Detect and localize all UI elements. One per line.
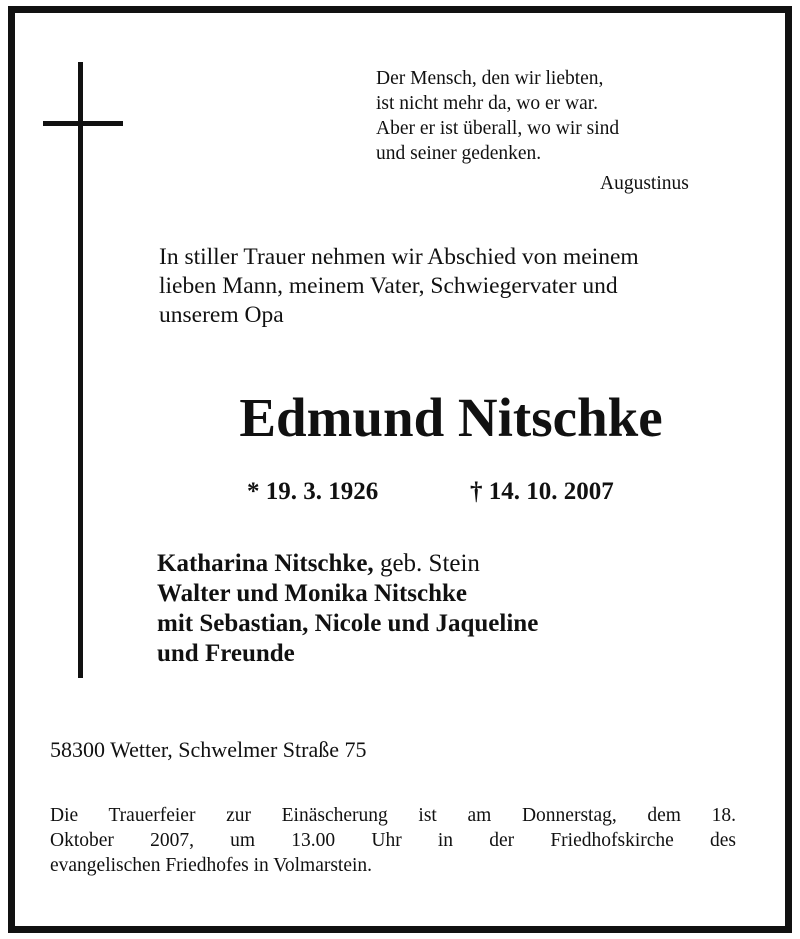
- mourner-line: mit Sebastian, Nicole und Jaqueline: [157, 610, 539, 637]
- mourner-line: Walter und Monika Nitschke: [157, 580, 467, 607]
- quote-line: und seiner gedenken.: [376, 143, 542, 164]
- cross-vertical-bar: [78, 62, 83, 678]
- quote-block: [376, 66, 619, 166]
- intro-text: [159, 243, 639, 330]
- mourners-block: [157, 549, 538, 669]
- maiden-name: geb. Stein: [373, 550, 480, 577]
- mourner-line: und Freunde: [157, 640, 295, 667]
- intro-line: lieben Mann, meinem Vater, Schwiegervater und: [159, 273, 618, 299]
- quote-line: ist nicht mehr da, wo er war.: [376, 93, 599, 114]
- ceremony-info: [50, 803, 736, 878]
- intro-line: In stiller Trauer nehmen wir Abschied von meinem: [159, 244, 639, 270]
- address: 58300 Wetter, Schwelmer Straße 75: [50, 737, 367, 762]
- birth-date: * 19. 3. 1926: [247, 478, 379, 505]
- ceremony-line: Die Trauerfeier zur Einäscherung ist am Donnerstag, dem 18.: [50, 805, 736, 826]
- mourner-line: [157, 549, 538, 579]
- deceased-name: Edmund Nitschke: [239, 387, 663, 448]
- quote-line: Der Mensch, den wir liebten,: [376, 68, 604, 89]
- quote-author: Augustinus: [600, 173, 689, 194]
- ceremony-line: evangelischen Friedhofes in Volmarstein.: [50, 855, 373, 876]
- mourner-name-katharina: Katharina Nitschke,: [157, 550, 374, 577]
- quote-line: Aber er ist überall, wo wir sind: [376, 118, 620, 139]
- intro-line: unserem Opa: [159, 302, 284, 328]
- death-date: † 14. 10. 2007: [470, 478, 614, 505]
- cross-horizontal-bar: [43, 121, 123, 126]
- ceremony-line: Oktober 2007, um 13.00 Uhr in der Friedhofskirche des: [50, 830, 736, 851]
